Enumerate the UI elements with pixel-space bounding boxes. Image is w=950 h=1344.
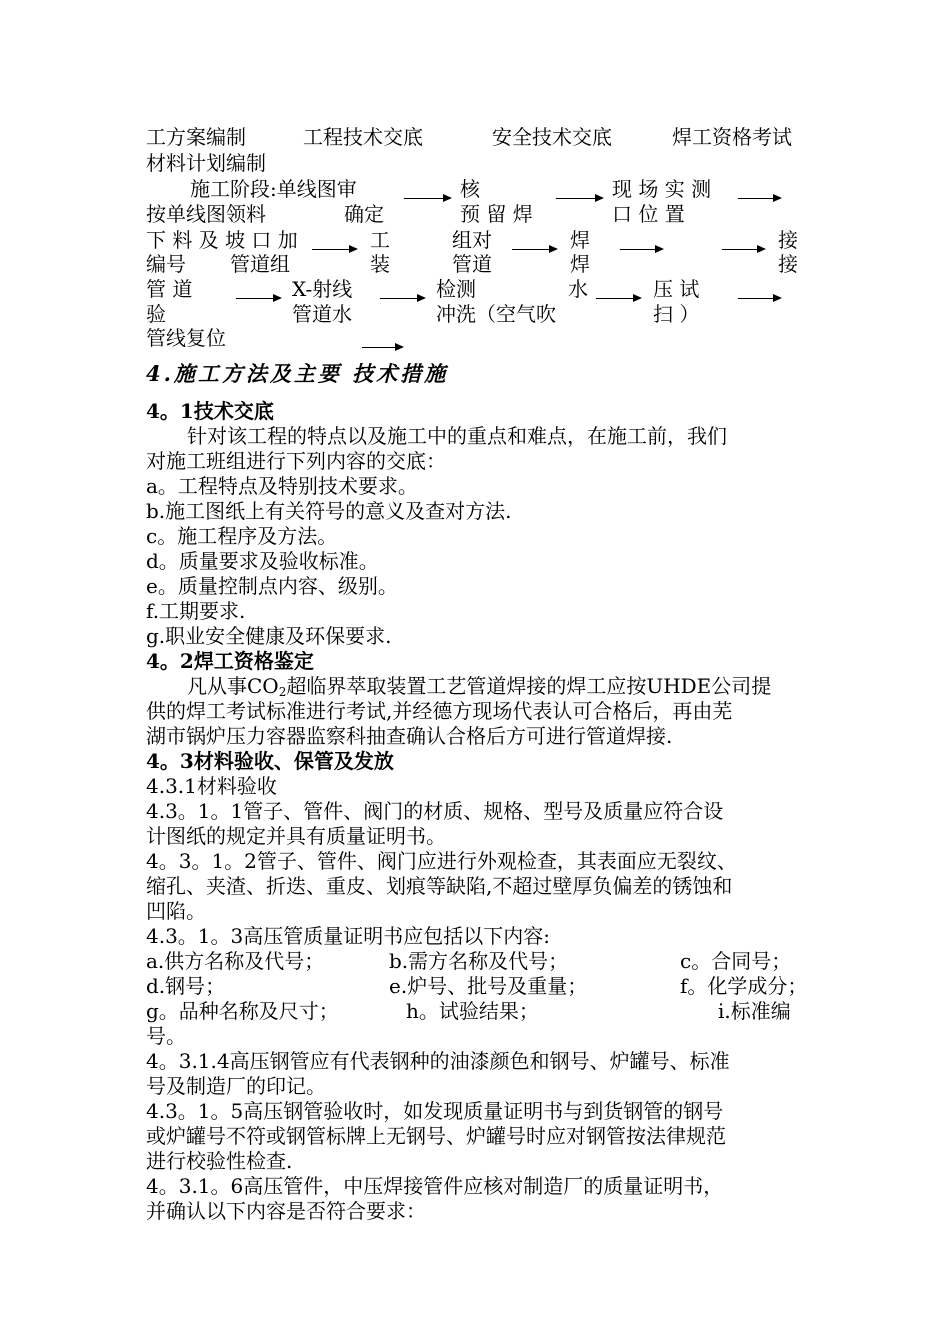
flow-step-single-line-review: 施工阶段:单线图审 (190, 177, 357, 201)
list-item: i.标准编 (718, 999, 791, 1023)
flow-step-joint-1: 接 (778, 228, 798, 252)
flow-step-pressure-test: 压 试 (653, 277, 700, 301)
paragraph-line: 4.3。1。3高压管质量证明书应包括以下内容: (146, 924, 550, 948)
paragraph-line: 4。3。1。2管子、管件、阀门应进行外观检查，其表面应无裂纹、 (146, 849, 737, 873)
flow-step-pipe-group: 管道组 (230, 252, 290, 276)
flow-step-install: 装 (370, 252, 390, 276)
paragraph-line: 对施工班组进行下列内容的交底： (146, 449, 446, 473)
list-item: a。工程特点及特别技术要求。 (146, 474, 418, 498)
paragraph-line: 凹陷。 (146, 899, 206, 923)
subsection-title-4-1: 4。1技术交底 (146, 399, 274, 423)
list-item: g。品种名称及尺寸； (146, 999, 339, 1023)
subsection-title-4-2: 4。2焊工资格鉴定 (146, 649, 314, 673)
paragraph-line: 4.3。1。1管子、管件、阀门的材质、规格、型号及质量应符合设 (146, 799, 724, 823)
list-item: f.工期要求. (146, 599, 246, 623)
flow-step-weld-1: 焊 (570, 228, 590, 252)
paragraph-line: 4.3。1。5高压钢管验收时，如发现质量证明书与到货钢管的钢号 (146, 1099, 724, 1123)
list-item: b.需方名称及代号； (389, 949, 569, 973)
section-heading: 4.施工方法及主要 技术措施 (146, 361, 449, 386)
flow-arrow (620, 249, 662, 250)
flow-arrow (722, 249, 764, 250)
paragraph-line: 4。3.1.4高压钢管应有代表钢种的油漆颜色和钢号、炉罐号、标准 (146, 1049, 730, 1073)
paragraph-line: 凡从事$CO_2$超临界萃取装置工艺管道焊接的焊工应按UHDE公司提 (187, 674, 772, 699)
paragraph-line: 4.3.1材料验收 (146, 774, 277, 798)
flow-step-weld-2: 焊 (570, 252, 590, 276)
flow-step-tech-briefing: 工程技术交底 (303, 125, 423, 149)
flow-arrow (738, 298, 780, 299)
paragraph-line: 进行校验性检查. (146, 1149, 293, 1173)
subsection-title-4-3: 4。3材料验收、保管及发放 (146, 749, 394, 773)
flow-arrow (512, 249, 556, 250)
flow-arrow (236, 298, 280, 299)
flow-step-pipe-water: 管道水 (292, 302, 352, 326)
list-item: c。施工程序及方法。 (146, 524, 338, 548)
paragraph-line: 供的焊工考试标准进行考试,并经德方现场代表认可合格后，再由芜 (146, 699, 733, 723)
paragraph-line: 4。3.1。6高压管件，中压焊接管件应核对制造厂的质量证明书， (146, 1174, 724, 1198)
flow-step-scheme: 工方案编制 (146, 125, 246, 149)
flow-step-assemble: 组对 (452, 228, 492, 252)
list-item: g.职业安全健康及环保要求. (146, 624, 392, 648)
flow-step-water: 水 (568, 277, 588, 301)
list-item: h。试验结果； (406, 999, 539, 1023)
flow-arrow (312, 249, 356, 250)
flow-step-welder-exam: 焊工资格考试 (672, 125, 792, 149)
flow-step-number: 编号 (146, 252, 186, 276)
flow-step-joint-2: 接 (778, 252, 798, 276)
paragraph-line: 或炉罐号不符或钢管标牌上无钢号、炉罐号时应对钢管按法律规范 (146, 1124, 726, 1148)
flow-step-safety-briefing: 安全技术交底 (492, 125, 612, 149)
flow-arrow (556, 198, 602, 199)
flow-step-pick-material: 按单线图领料 (146, 202, 266, 226)
flow-step-pipe: 管道 (452, 252, 492, 276)
flow-step-xray: X-射线 (292, 277, 353, 301)
list-item: b.施工图纸上有关符号的意义及查对方法. (146, 499, 512, 523)
paragraph-line: 号及制造厂的印记。 (146, 1074, 326, 1098)
flow-step-pipeline: 管 道 (146, 277, 193, 301)
flow-step-reserve-weld: 预 留 焊 (460, 202, 533, 226)
flow-arrow (596, 298, 640, 299)
flow-step-cut-bevel: 下 料 及 坡 口 加 (146, 228, 298, 252)
flow-arrow (404, 198, 450, 199)
flow-step-check: 核 (460, 177, 480, 201)
flow-arrow (362, 347, 402, 348)
flow-step-inspect: 检测 (436, 277, 476, 301)
flow-step-port-position: 口 位 置 (612, 202, 685, 226)
list-item: a.供方名称及代号； (146, 949, 325, 973)
paragraph-line: 计图纸的规定并具有质量证明书。 (146, 824, 446, 848)
list-item: d.钢号； (146, 974, 226, 998)
flow-arrow (738, 198, 780, 199)
flow-step-sweep: 扫 ） (653, 302, 700, 326)
flow-arrow (380, 298, 424, 299)
flow-step-restore: 管线复位 (146, 326, 226, 350)
paragraph-line: 并确认以下内容是否符合要求： (146, 1199, 426, 1223)
flow-step-material-plan: 材料计划编制 (146, 151, 266, 175)
list-item: f。化学成分； (680, 974, 808, 998)
flow-step-confirm: 确定 (344, 202, 384, 226)
list-item: e。质量控制点内容、级别。 (146, 574, 398, 598)
list-item: d。质量要求及验收标准。 (146, 549, 379, 573)
flow-step-verify: 验 (146, 302, 166, 326)
paragraph-line: 针对该工程的特点以及施工中的重点和难点，在施工前，我们 (187, 424, 727, 448)
paragraph-line: 缩孔、夹渣、折迭、重皮、划痕等缺陷,不超过壁厚负偏差的锈蚀和 (146, 874, 733, 898)
list-item: e.炉号、批号及重量； (389, 974, 588, 998)
list-item: c。合同号； (680, 949, 792, 973)
flow-step-process: 工 (370, 228, 390, 252)
flow-step-site-measure: 现 场 实 测 (612, 177, 712, 201)
flow-step-flush: 冲洗（空气吹 (436, 302, 556, 326)
paragraph-line: 湖市锅炉压力容器监察科抽查确认合格后方可进行管道焊接. (146, 724, 673, 748)
list-item: 号。 (146, 1024, 186, 1048)
